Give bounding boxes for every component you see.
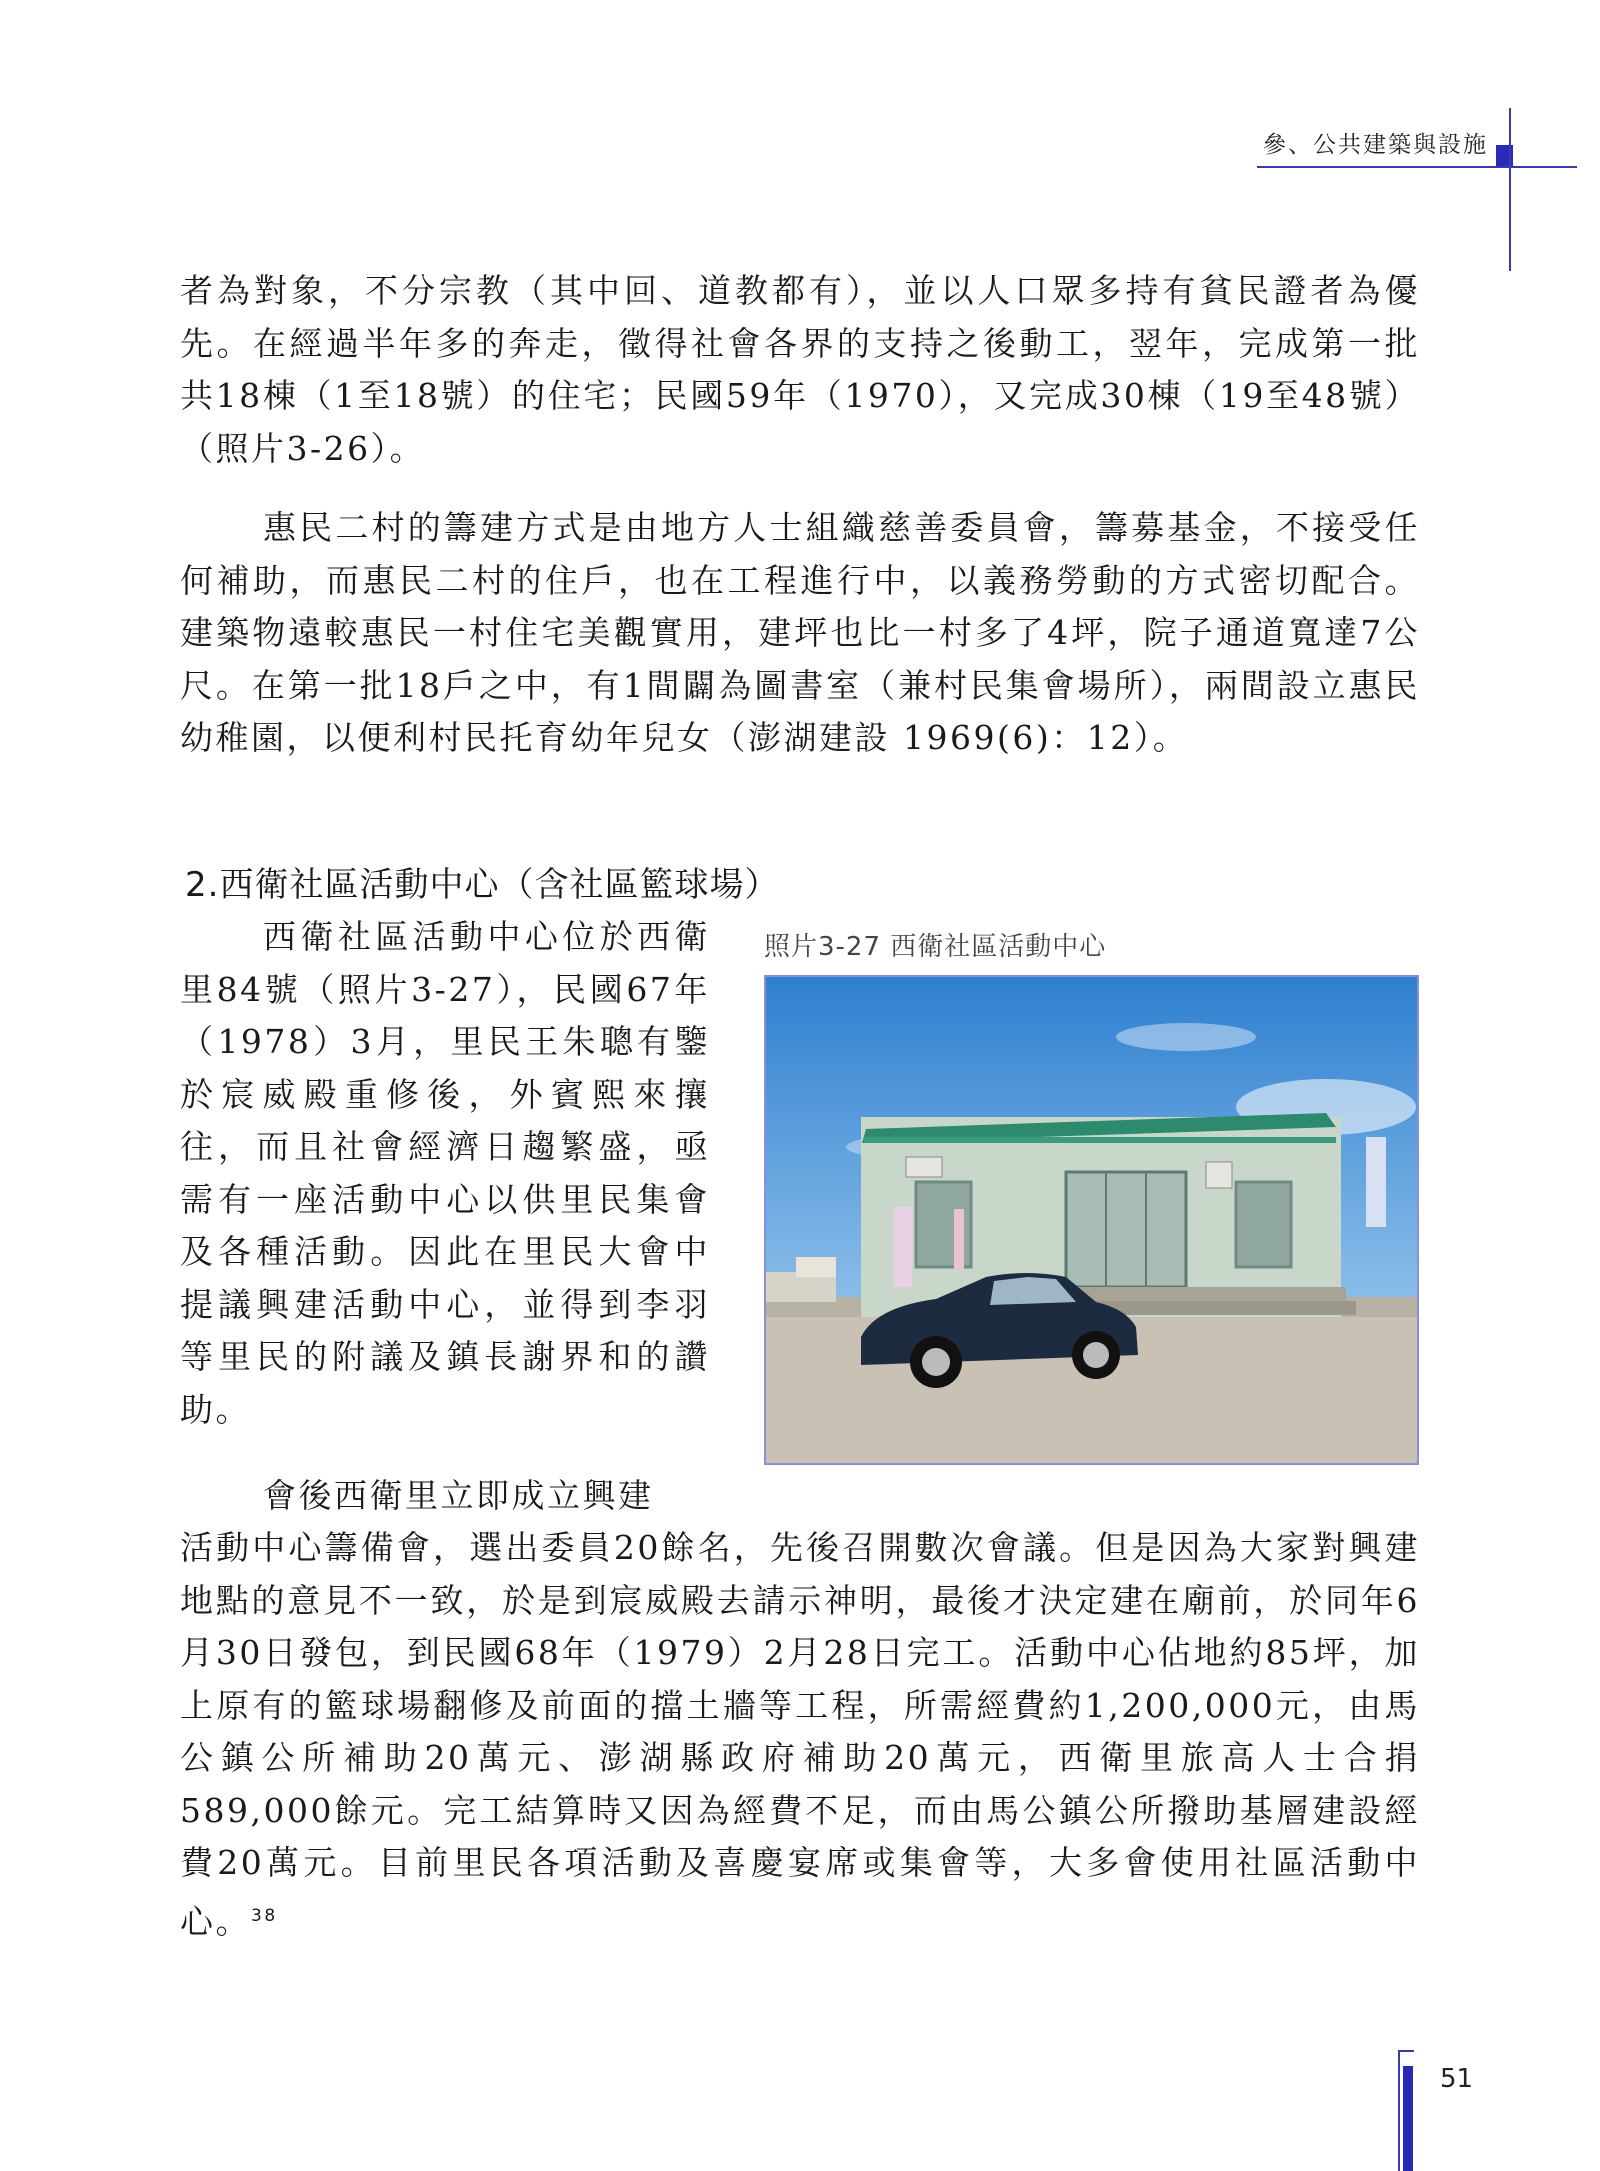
chapter-header-title: 參、公共建築與設施 [1263,132,1488,158]
paragraph-1: 者為對象，不分宗教（其中回、道教都有），並以人口眾多持有貧民證者為優先。在經過半年多的奔走，徵得社會各界的支持之後動工，翌年，完成第一批共18棟（1至18號）的住宅；民國59年（1970），又完成30棟（19至48號）（照片3-26）。 [180,271,1420,468]
footer-vertical-line [1398,2050,1400,2171]
paragraph-4-first-line: 會後西衛里立即成立興建 [263,1476,654,1515]
section-heading: 2.西衛社區活動中心（含社區籃球場） [185,865,780,905]
community-center-photo [764,975,1419,1465]
paragraph-4-text: 活動中心籌備會，選出委員20餘名，先後召開數次會議。但是因為大家對興建地點的意見不一致，於是到宸威殿去請示神明，最後才決定建在廟前，於同年6月30日發包，到民國68年（1979）2月28日完工。活動中心佔地約85坪，加上原有的籃球場翻修及前面的擋土牆等工程，所需經費約1,200,000元，由馬公鎮公所補助20萬元、澎湖縣政府補助20萬元，西衛里旅高人士合捐589,000餘元。完工結算時又因為經費不足，而由馬公鎮公所撥助基層建設經費20萬元。目前里民各項活動及喜慶宴席或集會等，大多會使用社區活動中心。 [180,1528,1420,1941]
photo-illustration [766,977,1417,1463]
header-rule [1257,166,1577,168]
photo-caption: 照片3-27 西衛社區活動中心 [764,932,1107,962]
footer-accent-bar [1403,2066,1413,2171]
paragraph-3: 西衛社區活動中心位於西衛里84號（照片3-27），民國67年（1978）3月，里民王朱聰有鑒於宸威殿重修後，外賓熙來攘往，而且社會經濟日趨繁盛，亟需有一座活動中心以供里民集會及各種活動。因此在里民大會中提議興建活動中心，並得到李羽等里民的附議及鎮長謝界和的讚助。 [180,917,710,1429]
page-number: 51 [1440,2064,1474,2094]
footnote-reference: 38 [251,1905,278,1926]
paragraph-2: 惠民二村的籌建方式是由地方人士組織慈善委員會，籌募基金，不接受任何補助，而惠民二村的住戶，也在工程進行中，以義務勞動的方式密切配合。建築物遠較惠民一村住宅美觀實用，建坪也比一村多了4坪，院子通道寬達7公尺。在第一批18戶之中，有1間闢為圖書室（兼村民集會場所），兩間設立惠民幼稚園，以便利村民托育幼年兒女（澎湖建設 1969(6)：12）。 [180,508,1420,757]
paragraph-4 [180,1522,1420,1948]
header-vertical-line [1509,108,1511,271]
footer-rule [1398,2050,1414,2052]
